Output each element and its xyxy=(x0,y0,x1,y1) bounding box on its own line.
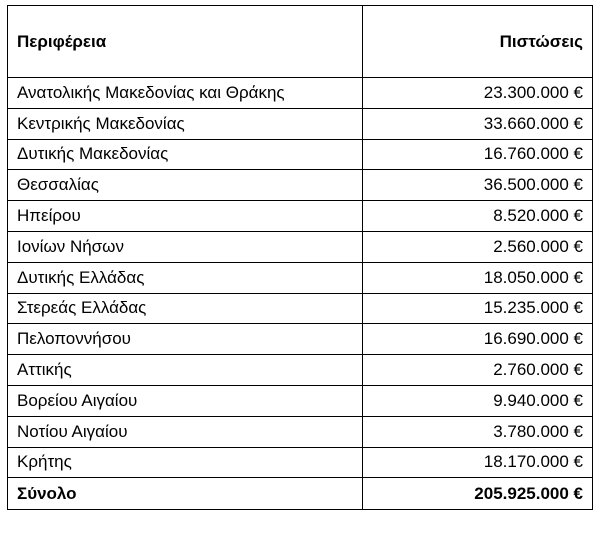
region-name: Βορείου Αιγαίου xyxy=(8,385,363,416)
region-amount: 2.760.000 € xyxy=(363,355,593,386)
credits-table-container xyxy=(7,5,592,510)
region-amount: 18.170.000 € xyxy=(363,447,593,478)
table-row xyxy=(8,231,593,262)
region-name: Ηπείρου xyxy=(8,201,363,232)
region-name: Νοτίου Αιγαίου xyxy=(8,416,363,447)
table-row xyxy=(8,416,593,447)
table-row xyxy=(8,447,593,478)
table-row xyxy=(8,78,593,109)
region-name: Κεντρικής Μακεδονίας xyxy=(8,108,363,139)
total-amount: 205.925.000 € xyxy=(363,478,593,510)
header-region: Περιφέρεια xyxy=(8,6,363,78)
table-row xyxy=(8,170,593,201)
region-name: Ιονίων Νήσων xyxy=(8,231,363,262)
table-row xyxy=(8,201,593,232)
table-body xyxy=(8,78,593,478)
table-footer xyxy=(8,478,593,510)
region-amount: 18.050.000 € xyxy=(363,262,593,293)
table-row xyxy=(8,355,593,386)
credits-table xyxy=(7,5,593,510)
region-amount: 9.940.000 € xyxy=(363,385,593,416)
region-name: Στερεάς Ελλάδας xyxy=(8,293,363,324)
region-amount: 16.760.000 € xyxy=(363,139,593,170)
table-row xyxy=(8,108,593,139)
region-amount: 2.560.000 € xyxy=(363,231,593,262)
region-name: Δυτικής Μακεδονίας xyxy=(8,139,363,170)
region-name: Αττικής xyxy=(8,355,363,386)
table-row xyxy=(8,385,593,416)
table-row xyxy=(8,262,593,293)
region-name: Θεσσαλίας xyxy=(8,170,363,201)
table-row xyxy=(8,139,593,170)
region-amount: 3.780.000 € xyxy=(363,416,593,447)
region-amount: 23.300.000 € xyxy=(363,78,593,109)
region-name: Ανατολικής Μακεδονίας και Θράκης xyxy=(8,78,363,109)
table-row xyxy=(8,293,593,324)
total-label: Σύνολο xyxy=(8,478,363,510)
region-amount: 15.235.000 € xyxy=(363,293,593,324)
region-amount: 8.520.000 € xyxy=(363,201,593,232)
region-name: Κρήτης xyxy=(8,447,363,478)
total-row xyxy=(8,478,593,510)
table-row xyxy=(8,324,593,355)
header-amount: Πιστώσεις xyxy=(363,6,593,78)
region-amount: 16.690.000 € xyxy=(363,324,593,355)
region-name: Πελοποννήσου xyxy=(8,324,363,355)
table-header xyxy=(8,6,593,78)
region-name: Δυτικής Ελλάδας xyxy=(8,262,363,293)
region-amount: 36.500.000 € xyxy=(363,170,593,201)
header-row xyxy=(8,6,593,78)
region-amount: 33.660.000 € xyxy=(363,108,593,139)
